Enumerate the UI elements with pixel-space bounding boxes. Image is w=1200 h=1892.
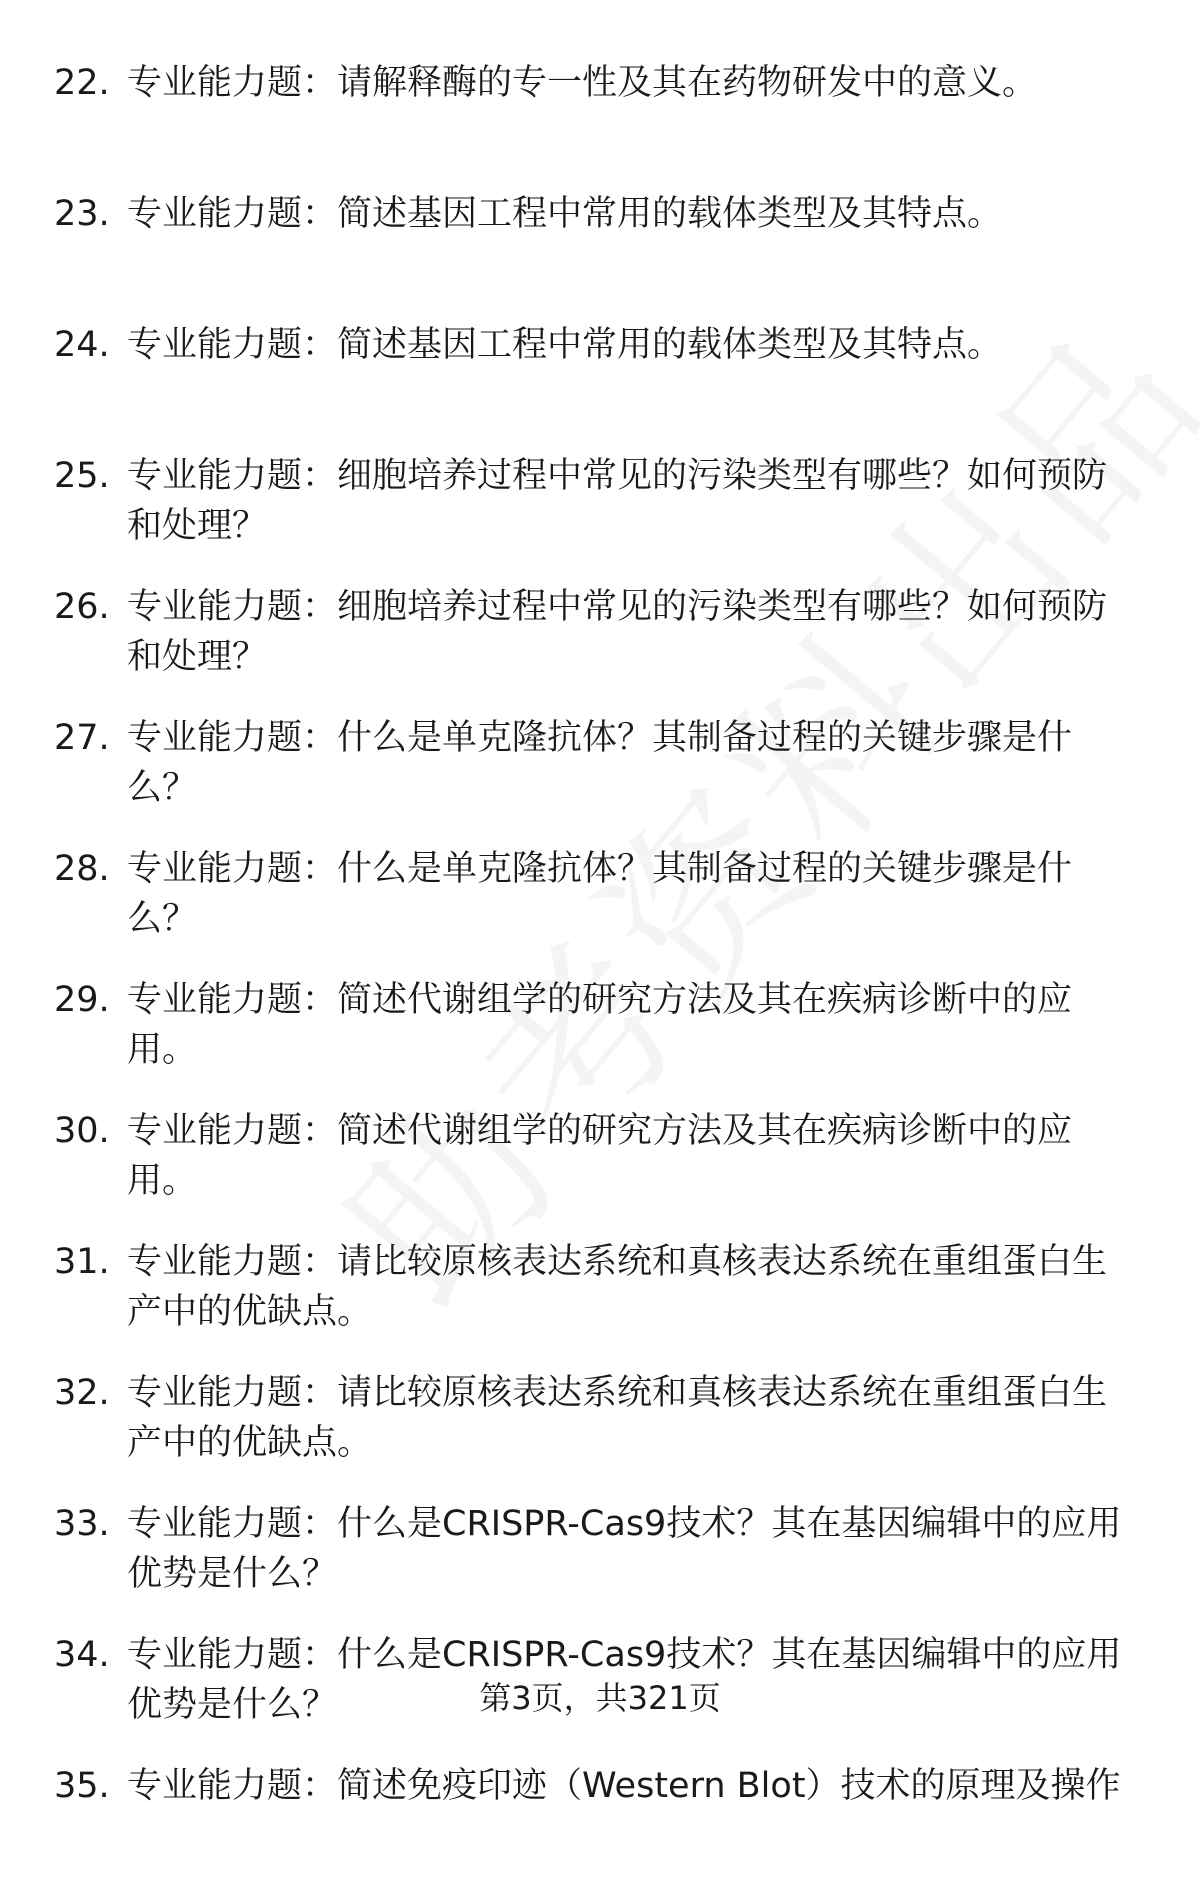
question-item [0, 713, 1200, 844]
question-text: 专业能力题：请比较原核表达系统和真核表达系统在重组蛋白生产中的优缺点。 [127, 1242, 1108, 1332]
question-number: 30. [54, 1111, 110, 1151]
question-item [0, 451, 1200, 582]
question-item [0, 320, 1200, 451]
question-item [0, 582, 1200, 713]
question-item [0, 844, 1200, 975]
question-number: 23. [54, 194, 110, 234]
question-number: 24. [54, 325, 110, 365]
page-number-label: 第3页，共321页 [479, 1679, 721, 1717]
question-number: 26. [54, 587, 110, 627]
question-number: 34. [54, 1635, 110, 1675]
question-list [0, 58, 1200, 1892]
question-text: 专业能力题：简述代谢组学的研究方法及其在疾病诊断中的应用。 [127, 980, 1073, 1070]
question-item [0, 1761, 1200, 1892]
question-text: 专业能力题：细胞培养过程中常见的污染类型有哪些？如何预防和处理？ [127, 587, 1108, 677]
question-number: 33. [54, 1504, 110, 1544]
question-number: 27. [54, 718, 110, 758]
question-text: 专业能力题：什么是CRISPR-Cas9技术？其在基因编辑中的应用优势是什么？ [127, 1635, 1122, 1725]
question-text: 专业能力题：简述基因工程中常用的载体类型及其特点。 [127, 194, 1003, 234]
question-text: 专业能力题：什么是单克隆抗体？其制备过程的关键步骤是什么？ [127, 849, 1073, 939]
question-item [0, 189, 1200, 320]
question-item [0, 1499, 1200, 1630]
question-text: 专业能力题：请解释酶的专一性及其在药物研发中的意义。 [127, 63, 1038, 103]
question-number: 28. [54, 849, 110, 889]
question-number: 25. [54, 456, 110, 496]
question-item [0, 975, 1200, 1106]
question-item [0, 1106, 1200, 1237]
question-number: 32. [54, 1373, 110, 1413]
question-text: 专业能力题：简述基因工程中常用的载体类型及其特点。 [127, 325, 1003, 365]
question-item [0, 58, 1200, 189]
question-text: 专业能力题：什么是CRISPR-Cas9技术？其在基因编辑中的应用优势是什么？ [127, 1504, 1122, 1594]
question-text: 专业能力题：细胞培养过程中常见的污染类型有哪些？如何预防和处理？ [127, 456, 1108, 546]
question-number: 31. [54, 1242, 110, 1282]
question-number: 35. [54, 1766, 110, 1806]
question-item [0, 1368, 1200, 1499]
question-text: 专业能力题：简述代谢组学的研究方法及其在疾病诊断中的应用。 [127, 1111, 1073, 1201]
question-number: 22. [54, 63, 110, 103]
question-text: 专业能力题：请比较原核表达系统和真核表达系统在重组蛋白生产中的优缺点。 [127, 1373, 1108, 1463]
page-footer [0, 1674, 1200, 1722]
question-item [0, 1237, 1200, 1368]
question-number: 29. [54, 980, 110, 1020]
question-text: 专业能力题：简述免疫印迹（Western Blot）技术的原理及操作 [127, 1766, 1121, 1806]
question-text: 专业能力题：什么是单克隆抗体？其制备过程的关键步骤是什么？ [127, 718, 1073, 808]
